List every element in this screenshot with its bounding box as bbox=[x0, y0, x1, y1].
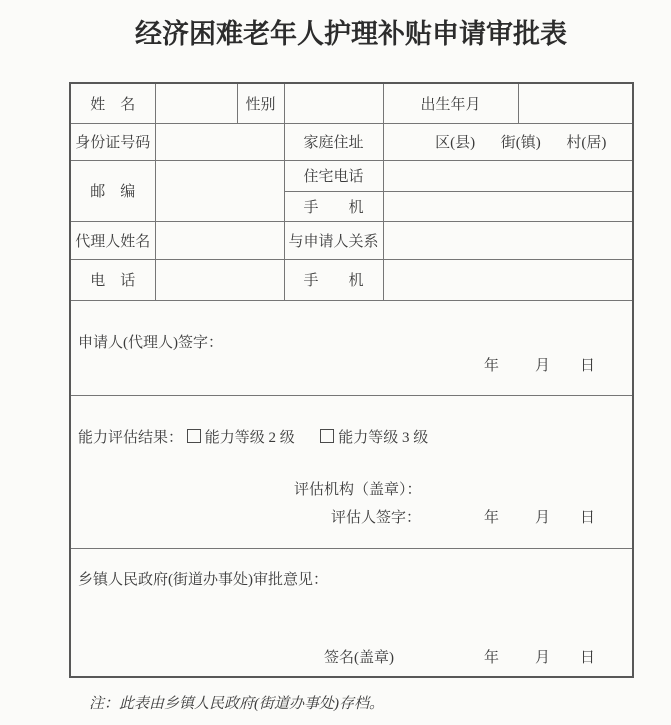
checkbox-level-2-icon[interactable] bbox=[187, 429, 201, 443]
approval-section[interactable] bbox=[70, 548, 633, 677]
birth-label: 出生年月 bbox=[383, 83, 518, 123]
relation-label: 与申请人关系 bbox=[284, 221, 383, 259]
phone-label: 电 话 bbox=[70, 259, 155, 300]
footnote: 注：此表由乡镇人民政府(街道办事处)存档。 bbox=[89, 696, 384, 712]
address-district-label: 区(县) bbox=[435, 135, 476, 151]
approval-opinion-label: 乡镇人民政府(街道办事处)审批意见： bbox=[78, 571, 328, 588]
mobile-input-cell-2[interactable] bbox=[383, 259, 633, 300]
name-label: 姓 名 bbox=[70, 83, 155, 123]
mobile-label-2: 手 机 bbox=[284, 259, 383, 300]
gender-label: 性别 bbox=[237, 83, 284, 123]
applicant-signature-label: 申请人(代理人)签字： bbox=[78, 334, 223, 351]
agent-name-label: 代理人姓名 bbox=[70, 221, 155, 259]
month-label: 月 bbox=[535, 509, 551, 526]
checkbox-level-3-label: 能力等级 3 级 bbox=[338, 429, 429, 446]
mobile-input-cell-1[interactable] bbox=[383, 191, 633, 221]
checkbox-level-3-group[interactable] bbox=[320, 430, 428, 446]
mobile-label-1: 手 机 bbox=[284, 191, 383, 221]
assessment-result-label: 能力评估结果： bbox=[78, 429, 184, 446]
applicant-signature-section[interactable] bbox=[70, 300, 633, 395]
home-phone-input-cell[interactable] bbox=[383, 160, 633, 191]
address-input-cell[interactable] bbox=[383, 123, 633, 160]
year-label: 年 bbox=[484, 509, 500, 526]
postcode-input-cell[interactable] bbox=[155, 160, 284, 221]
month-label: 月 bbox=[535, 357, 551, 374]
day-label: 日 bbox=[580, 357, 596, 374]
form-table bbox=[69, 82, 634, 678]
id-label: 身份证号码 bbox=[70, 123, 155, 160]
agent-name-input-cell[interactable] bbox=[155, 221, 284, 259]
assessor-signature-label: 评估人签字： bbox=[331, 509, 422, 526]
birth-input-cell[interactable] bbox=[518, 83, 633, 123]
sign-seal-label: 签名(盖章) bbox=[324, 649, 394, 666]
relation-input-cell[interactable] bbox=[383, 221, 633, 259]
day-label: 日 bbox=[580, 649, 596, 666]
gender-input-cell[interactable] bbox=[284, 83, 383, 123]
checkbox-level-2-group[interactable] bbox=[187, 430, 295, 446]
year-label: 年 bbox=[484, 649, 500, 666]
postcode-label: 邮 编 bbox=[70, 160, 155, 221]
page-title: 经济困难老年人护理补贴申请审批表 bbox=[135, 19, 567, 49]
year-label: 年 bbox=[484, 357, 500, 374]
month-label: 月 bbox=[535, 649, 551, 666]
address-label: 家庭住址 bbox=[284, 123, 383, 160]
checkbox-level-3-icon[interactable] bbox=[320, 429, 334, 443]
phone-input-cell[interactable] bbox=[155, 259, 284, 300]
name-input-cell[interactable] bbox=[155, 83, 237, 123]
id-input-cell[interactable] bbox=[155, 123, 284, 160]
assessment-section bbox=[70, 395, 633, 548]
day-label: 日 bbox=[580, 509, 596, 526]
checkbox-level-2-label: 能力等级 2 级 bbox=[204, 429, 295, 446]
address-street-label: 街(镇) bbox=[500, 135, 541, 151]
agency-seal-label: 评估机构（盖章）： bbox=[294, 481, 422, 498]
home-phone-label: 住宅电话 bbox=[284, 160, 383, 191]
address-village-label: 村(居) bbox=[566, 135, 607, 151]
